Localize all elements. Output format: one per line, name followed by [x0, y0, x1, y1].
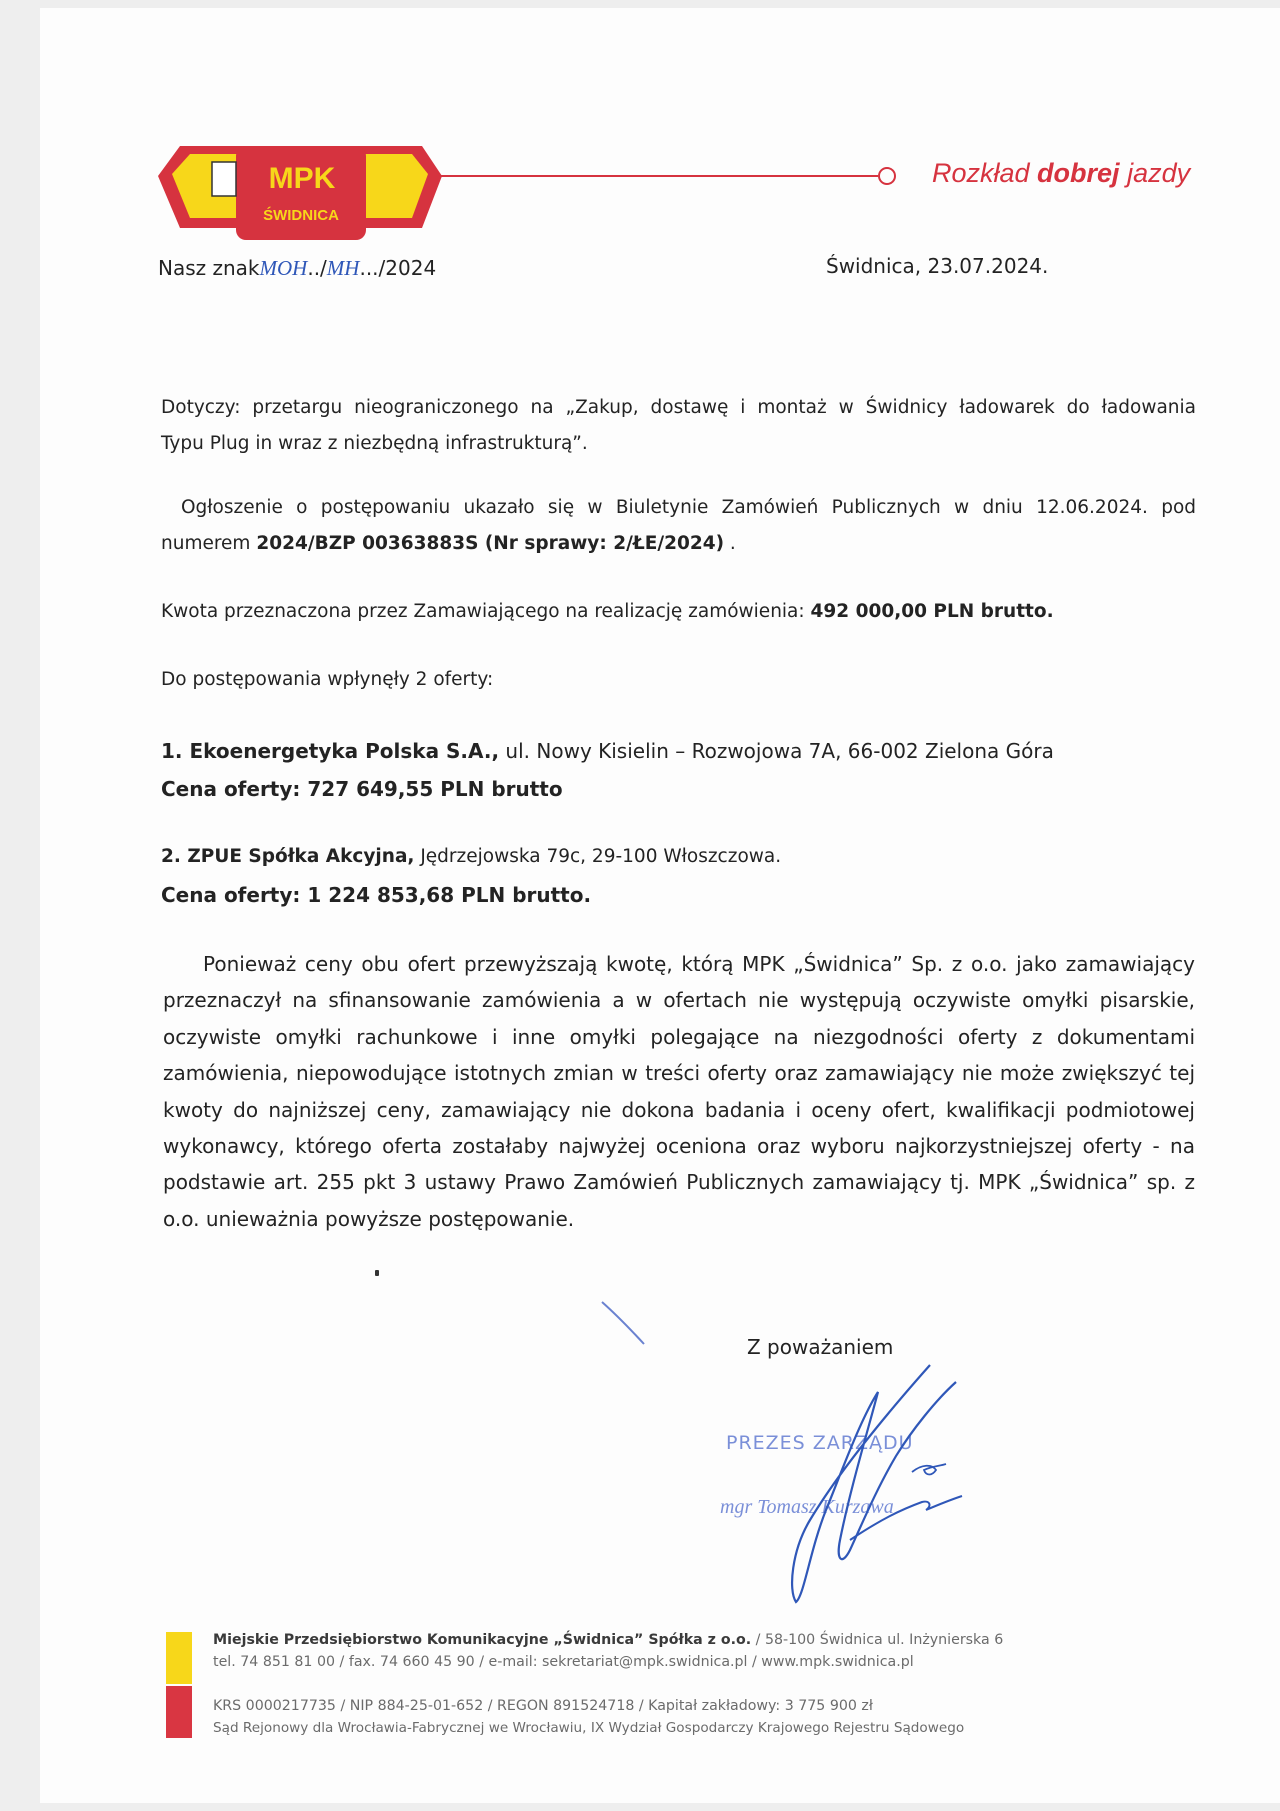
offer-1-price: Cena oferty: 727 649,55 PLN brutto — [161, 777, 563, 801]
handwritten-ref-2: MH — [326, 256, 360, 280]
logo-swidnica-text: ŚWIDNICA — [263, 207, 339, 224]
offer-1-name: 1. Ekoenergetyka Polska S.A., — [161, 739, 500, 763]
mpk-logo — [150, 128, 450, 248]
offer-2-name: 2. ZPUE Spółka Akcyjna, — [161, 846, 415, 867]
reference-number: Nasz znakMOH../MH.../2024 — [158, 256, 437, 280]
offers-intro: Do postępowania wpłynęły 2 oferty: — [161, 669, 494, 690]
footer-company: Miejskie Przedsiębiorstwo Komunikacyjne „Świdnica” Spółka z o.o. — [213, 1632, 752, 1648]
footer-contact: tel. 74 851 81 00 / fax. 74 660 45 90 / e-mail: sekretariat@mpk.swidnica.pl / www.mpk.swidnica.pl — [213, 1654, 914, 1670]
offer-1-address: ul. Nowy Kisielin – Rozwojowa 7A, 66-002 Zielona Góra — [499, 739, 1054, 763]
bzp-number: 2024/BZP 00363883S (Nr sprawy: 2/ŁE/2024) — [256, 533, 725, 554]
footer-yellow-bar — [166, 1632, 192, 1684]
footer-court: Sąd Rejonowy dla Wrocławia-Fabrycznej we Wrocławiu, IX Wydział Gospodarczy Krajowego Rejestru Sądowego — [213, 1720, 965, 1736]
footer-address: / 58-100 Świdnica ul. Inżynierska 6 — [751, 1632, 1004, 1648]
stamp-title: PREZES ZARZĄDU — [726, 1432, 914, 1454]
header-rule — [440, 175, 878, 177]
logo-mpk-text: MPK — [268, 162, 336, 195]
ink-dot — [375, 1270, 379, 1276]
closing-regards: Z poważaniem — [747, 1335, 894, 1359]
offer-2-price: Cena oferty: 1 224 853,68 PLN brutto. — [161, 883, 592, 907]
handwritten-ref-1: MOH — [259, 256, 308, 280]
subject-line-1: Dotyczy: przetargu nieograniczonego na „Zakup, dostawę i montaż w Świdnicy ładowarek do ładowania — [161, 397, 1196, 418]
footer-company-line — [213, 1629, 1003, 1651]
offer-1-line — [161, 732, 1161, 770]
tagline: Rozkład dobrej jazdy — [932, 158, 1191, 188]
offer-1 — [161, 732, 1161, 808]
pen-stroke — [600, 1300, 660, 1350]
date-line: Świdnica, 23.07.2024. — [826, 254, 1049, 278]
announcement-line-2: numerem 2024/BZP 00363883S (Nr sprawy: 2/ŁE/2024) . — [161, 533, 736, 554]
offer-2 — [161, 838, 1161, 914]
main-paragraph: Ponieważ ceny obu ofert przewyższają kwotę, którą MPK „Świdnica” Sp. z o.o. jako zamawiający przeznaczył na sfinansowanie zamówienia a w ofertach nie występują oczywiste omyłki pisarskie, oczywiste omyłki rachunkowe i inne omyłki polegające na niezgodności oferty z dokumentami zamówienia, niepowodujące istotnych zmian w treści oferty oraz zamawiający nie może zwiększyć tej kwoty do najniższej ceny, zamawiający nie dokona badania i oceny ofert, kwalifikacji podmiotowej wykonawcy, którego oferta zostałaby najwyżej oceniona oraz wyboru najkorzystniejszej oferty - na podstawie art. 255 pkt 3 ustawy Prawo Zamówień Publicznych zamawiający tj. MPK „Świdnica” sp. z o.o. unieważnia powyższe postępowanie. — [163, 952, 1195, 1231]
announcement-line-1: Ogłoszenie o postępowaniu ukazało się w Biuletynie Zamówień Publicznych w dniu 12.06.2024. pod — [181, 497, 1196, 518]
footer-registry: KRS 0000217735 / NIP 884-25-01-652 / REGON 891524718 / Kapitał zakładowy: 3 775 900 zł — [213, 1698, 873, 1714]
budget: Kwota przeznaczona przez Zamawiającego na realizację zamówienia: 492 000,00 PLN brutto. — [161, 601, 1054, 622]
header-rule-end-circle — [878, 167, 896, 185]
budget-amount: 492 000,00 PLN brutto. — [810, 601, 1054, 622]
offer-2-line — [161, 838, 1161, 876]
coat-of-arms-icon — [212, 162, 236, 196]
stamp-name: mgr Tomasz Kurzawa — [720, 1496, 894, 1518]
handwritten-signature — [700, 1360, 1000, 1610]
subject — [161, 390, 1196, 462]
announcement — [161, 490, 1196, 562]
footer-red-bar — [166, 1686, 192, 1738]
offer-2-address: Jędrzejowska 79c, 29-100 Włoszczowa. — [414, 846, 782, 867]
subject-line-2: Typu Plug in wraz z niezbędną infrastrukturą”. — [161, 433, 588, 454]
